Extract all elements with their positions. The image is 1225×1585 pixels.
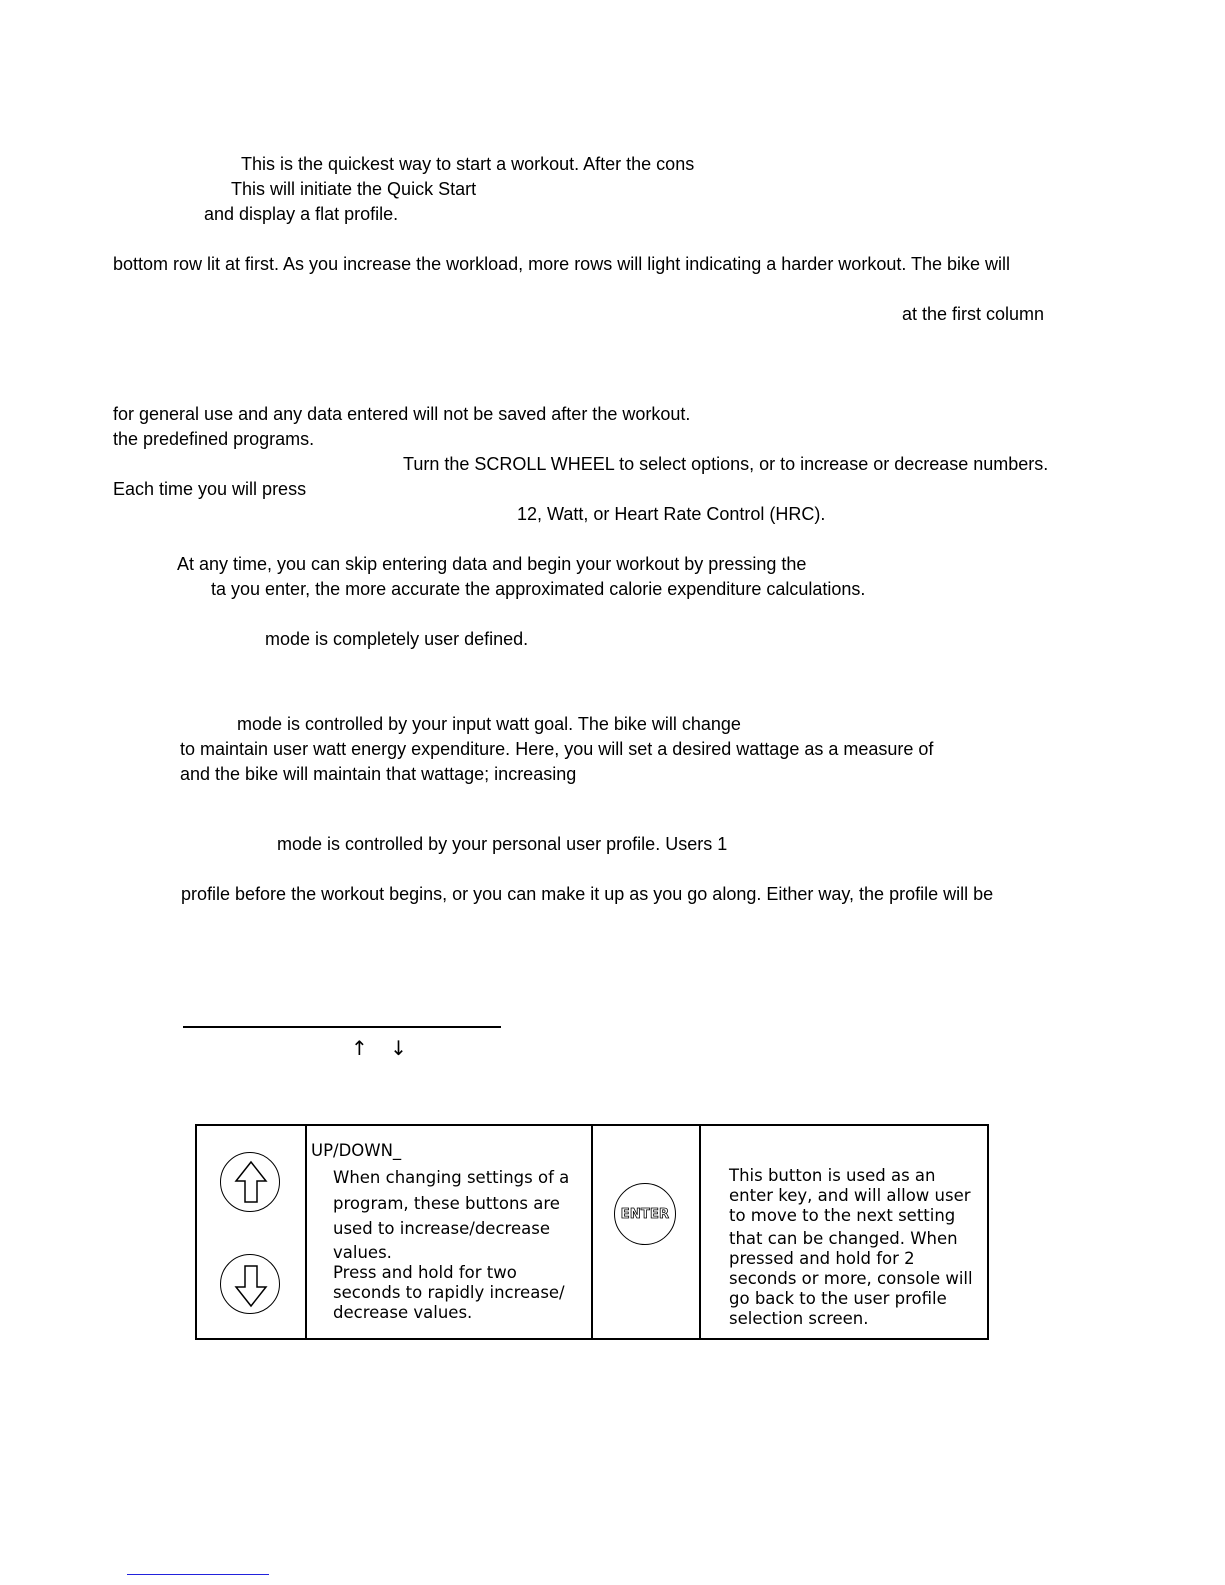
enter-description	[729, 1166, 973, 1329]
enter-line: that can be changed. When	[729, 1229, 958, 1248]
enter-line: This button is used as an	[729, 1166, 936, 1185]
updown-icons-cell	[196, 1125, 306, 1339]
updown-line: seconds to rapidly increase/	[333, 1283, 565, 1302]
section-underline	[183, 1026, 501, 1028]
body-line: mode is controlled by your personal user profile. Users 1	[277, 834, 728, 854]
enter-line: enter key, and will allow user	[729, 1186, 971, 1205]
key-table	[195, 1124, 989, 1340]
body-line: Turn the SCROLL WHEEL to select options, or to increase or decrease numbers.	[403, 454, 1049, 474]
body-line: At any time, you can skip entering data and begin your workout by pressing the	[177, 554, 807, 574]
body-line: and the bike will maintain that wattage; increasing	[180, 764, 577, 784]
enter-line: go back to the user profile	[729, 1289, 947, 1308]
body-line: and display a flat profile.	[204, 204, 399, 224]
enter-line: selection screen.	[729, 1309, 869, 1328]
body-line: profile before the workout begins, or you can make it up as you go along. Either way, the profile will be	[181, 884, 994, 904]
updown-heading: UP/DOWN_	[311, 1141, 402, 1160]
arrow-glyphs: ↑ ↓	[351, 1036, 415, 1060]
footnote-link-underline[interactable]	[127, 1574, 269, 1575]
body-line: ta you enter, the more accurate the approximated calorie expenditure calculations.	[211, 579, 866, 599]
enter-line: to move to the next setting	[729, 1206, 956, 1225]
updown-line: program, these buttons are	[333, 1194, 560, 1213]
body-line: 12, Watt, or Heart Rate Control (HRC).	[517, 504, 826, 524]
enter-description-cell	[700, 1125, 988, 1339]
body-line: for general use and any data entered will not be saved after the workout.	[113, 404, 691, 424]
enter-icon-cell	[592, 1125, 700, 1339]
updown-line: When changing settings of a	[333, 1168, 570, 1187]
body-line: mode is controlled by your input watt goal. The bike will change	[237, 714, 741, 734]
body-line: Each time you will press	[113, 479, 307, 499]
body-line: at the first column	[902, 304, 1045, 324]
updown-line: Press and hold for two	[333, 1263, 517, 1282]
updown-line: values.	[333, 1243, 392, 1262]
body-line: This will initiate the Quick Start	[231, 179, 477, 199]
body-line: the predefined programs.	[113, 429, 315, 449]
body-line: bottom row lit at first. As you increase the workload, more rows will light indicating a harder workout. The bike will	[113, 254, 1011, 274]
updown-line: used to increase/decrease	[333, 1219, 550, 1238]
enter-button[interactable]	[614, 1183, 676, 1245]
body-line: This is the quickest way to start a workout. After the cons	[241, 154, 695, 174]
enter-button-label: ENTER	[620, 1206, 670, 1222]
updown-description-cell	[306, 1125, 592, 1339]
body-line: to maintain user watt energy expenditure. Here, you will set a desired wattage as a measure of	[180, 739, 934, 759]
enter-line: pressed and hold for 2	[729, 1249, 915, 1268]
enter-line: seconds or more, console will	[729, 1269, 973, 1288]
updown-line: decrease values.	[333, 1303, 473, 1322]
updown-description	[333, 1168, 569, 1323]
down-arrow-icon[interactable]	[220, 1254, 280, 1314]
body-line: mode is completely user defined.	[265, 629, 529, 649]
up-arrow-icon[interactable]	[220, 1152, 280, 1212]
